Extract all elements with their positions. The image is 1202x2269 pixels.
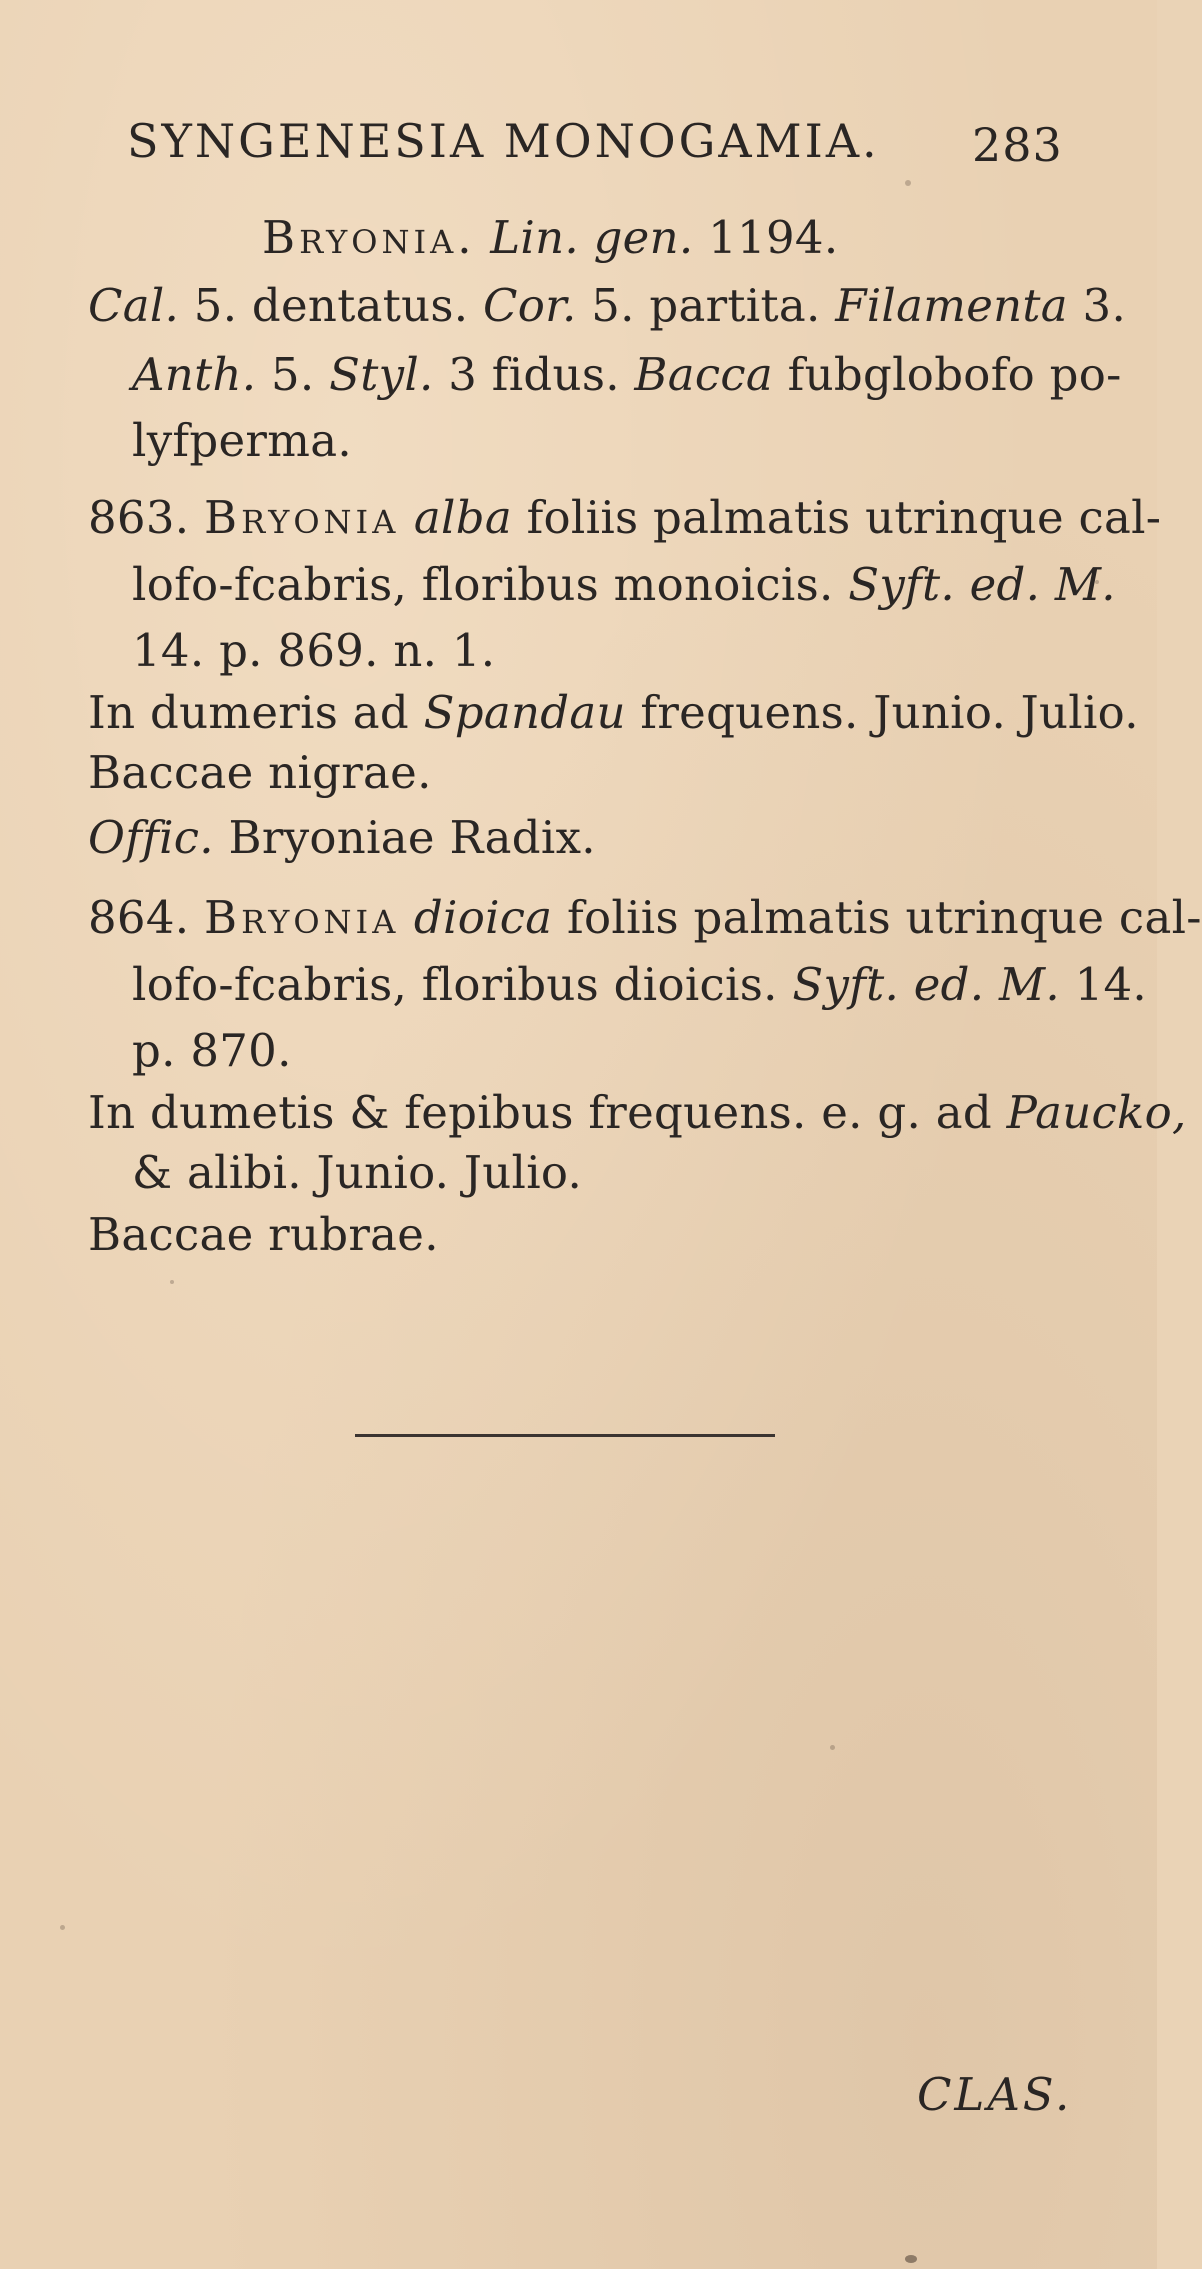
species-863-officinal: Offic. Bryoniae Radix. bbox=[88, 811, 596, 864]
species-863-line-3: 14. p. 869. n. 1. bbox=[132, 624, 496, 677]
catchword: CLAS. bbox=[917, 2068, 1073, 2121]
character-line-2: Anth. 5. Styl. 3 fidus. Bacca fubglobofo po- bbox=[132, 348, 1122, 401]
species-864-berries: Baccae rubrae. bbox=[88, 1208, 439, 1261]
genus-name: Bryonia. bbox=[262, 211, 476, 264]
page-number: 283 bbox=[972, 118, 1063, 172]
species-genus: Bryonia bbox=[204, 891, 400, 944]
species-number: 863. bbox=[88, 491, 190, 544]
species-864-habitat-2: & alibi. Junio. Julio. bbox=[132, 1146, 583, 1199]
paper-speck bbox=[60, 1925, 65, 1930]
running-head-title: SYNGENESIA MONOGAMIA. bbox=[127, 114, 880, 168]
genus-reference: Lin. gen. bbox=[490, 211, 694, 264]
character-line-3: lyfperma. bbox=[132, 414, 352, 467]
genus-heading bbox=[262, 211, 839, 264]
paper-speck bbox=[1095, 580, 1099, 584]
species-863-habitat: In dumeris ad Spandau frequens. Junio. Julio. bbox=[88, 686, 1139, 739]
genus-reference-number: 1194. bbox=[708, 211, 839, 264]
species-863-line-1: 863. Bryonia alba foliis palmatis utrinque cal- bbox=[88, 491, 1162, 544]
species-genus: Bryonia bbox=[204, 491, 400, 544]
running-head bbox=[127, 114, 880, 168]
species-863-line-2: lofo-fcabris, floribus monoicis. Syft. ed. M. bbox=[132, 558, 1116, 611]
species-864-line-1: 864. Bryonia dioica foliis palmatis utrinque cal- bbox=[88, 891, 1202, 944]
paper-speck bbox=[170, 1280, 174, 1284]
paper-speck bbox=[830, 1745, 835, 1750]
species-number: 864. bbox=[88, 891, 190, 944]
paper-speck bbox=[905, 180, 911, 186]
species-epithet: dioica bbox=[413, 891, 553, 944]
character-line-1: Cal. 5. dentatus. Cor. 5. partita. Filamenta 3. bbox=[88, 279, 1127, 332]
species-epithet: alba bbox=[413, 491, 512, 544]
paper-speck bbox=[905, 2255, 917, 2263]
species-863-berries: Baccae nigrae. bbox=[88, 746, 432, 799]
species-864-line-3: p. 870. bbox=[132, 1024, 292, 1077]
species-864-line-2: lofo-fcabris, floribus dioicis. Syft. ed. M. 14. bbox=[132, 958, 1148, 1011]
species-864-habitat-1: In dumetis & fepibus frequens. e. g. ad Paucko, bbox=[88, 1086, 1187, 1139]
section-divider bbox=[355, 1434, 775, 1437]
